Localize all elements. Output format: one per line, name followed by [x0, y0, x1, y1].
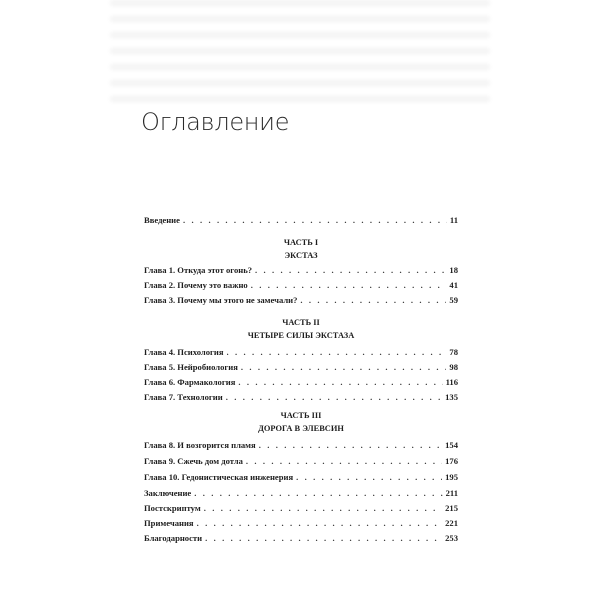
toc-page-number: 176 — [445, 456, 458, 466]
toc-entry-label: Глава 5. Нейробиология — [144, 362, 238, 372]
dot-leader — [238, 377, 442, 387]
toc-page-number: 221 — [445, 518, 458, 528]
toc-page-number: 98 — [449, 362, 458, 372]
dot-leader — [300, 295, 446, 305]
toc-entry-label: Глава 3. Почему мы этого не замечали? — [144, 295, 298, 305]
toc-page-number: 135 — [445, 392, 458, 402]
dot-leader — [227, 347, 447, 357]
toc-page-number: 78 — [449, 347, 458, 357]
dot-leader — [204, 503, 442, 513]
toc-page-number: 11 — [449, 215, 458, 225]
toc-page-number: 116 — [445, 377, 458, 387]
toc-entry[interactable] — [144, 392, 458, 403]
toc-entry-postscript[interactable] — [144, 503, 458, 514]
page-title: Оглавление — [141, 108, 290, 136]
dot-leader — [251, 280, 447, 290]
toc-entry-label: Глава 4. Психология — [144, 347, 224, 357]
part-heading: ЧАСТЬ I — [283, 238, 319, 247]
toc-entry-label: Глава 8. И возгорится пламя — [144, 440, 256, 450]
toc-entry[interactable] — [144, 362, 458, 373]
toc-page-number: 195 — [445, 472, 458, 482]
dot-leader — [241, 362, 447, 372]
toc-entry[interactable] — [144, 456, 458, 467]
dot-leader — [197, 518, 443, 528]
toc-page-number: 211 — [445, 488, 458, 498]
toc-page-number: 154 — [445, 440, 458, 450]
toc-entry-label: Благодарности — [144, 533, 203, 543]
toc-entry[interactable] — [144, 280, 458, 291]
dot-leader — [205, 533, 442, 543]
toc-page-number: 253 — [445, 533, 458, 543]
part-heading: ЧАСТЬ II — [282, 318, 320, 327]
dot-leader — [255, 265, 446, 275]
part-title: ДОРОГА В ЭЛЕВСИН — [258, 424, 344, 433]
toc-entry-label: Примечания — [144, 518, 194, 528]
toc-entry-label: Глава 7. Технологии — [144, 392, 223, 402]
dot-leader — [246, 456, 442, 466]
toc-entry-conclusion[interactable] — [144, 488, 458, 499]
dot-leader — [183, 215, 447, 225]
part-title: ЧЕТЫРЕ СИЛЫ ЭКСТАЗА — [247, 331, 355, 340]
toc-entry-label: Введение — [144, 215, 180, 225]
toc-entry[interactable] — [144, 440, 458, 451]
dot-leader — [259, 440, 442, 450]
toc-entry-label: Глава 9. Сжечь дом дотла — [144, 456, 243, 466]
dot-leader — [194, 488, 442, 498]
toc-entry-acknowledgements[interactable] — [144, 533, 458, 544]
dot-leader — [226, 392, 442, 402]
toc-entry-label: Постскриптум — [144, 503, 201, 513]
toc-entry[interactable] — [144, 295, 458, 306]
toc-page-number: 18 — [449, 265, 458, 275]
toc-entry[interactable] — [144, 377, 458, 388]
toc-entry-label: Заключение — [144, 488, 192, 498]
toc-entry-label: Глава 10. Гедонистическая инженерия — [144, 472, 294, 482]
toc-page-number: 59 — [449, 295, 458, 305]
toc-entry-label: Глава 1. Откуда этот огонь? — [144, 265, 253, 275]
toc-entry-notes[interactable] — [144, 518, 458, 529]
part-title: ЭКСТАЗ — [284, 251, 318, 260]
toc-page-number: 215 — [445, 503, 458, 513]
toc-entry-intro[interactable] — [144, 215, 458, 226]
part-heading: ЧАСТЬ III — [280, 411, 322, 420]
dot-leader — [296, 472, 442, 482]
toc-entry[interactable] — [144, 265, 458, 276]
toc-entry[interactable] — [144, 347, 458, 358]
toc-page-number: 41 — [449, 280, 458, 290]
show-through-shadow — [110, 0, 490, 110]
toc-entry[interactable] — [144, 472, 458, 483]
toc-entry-label: Глава 6. Фармакология — [144, 377, 236, 387]
toc-entry-label: Глава 2. Почему это важно — [144, 280, 248, 290]
